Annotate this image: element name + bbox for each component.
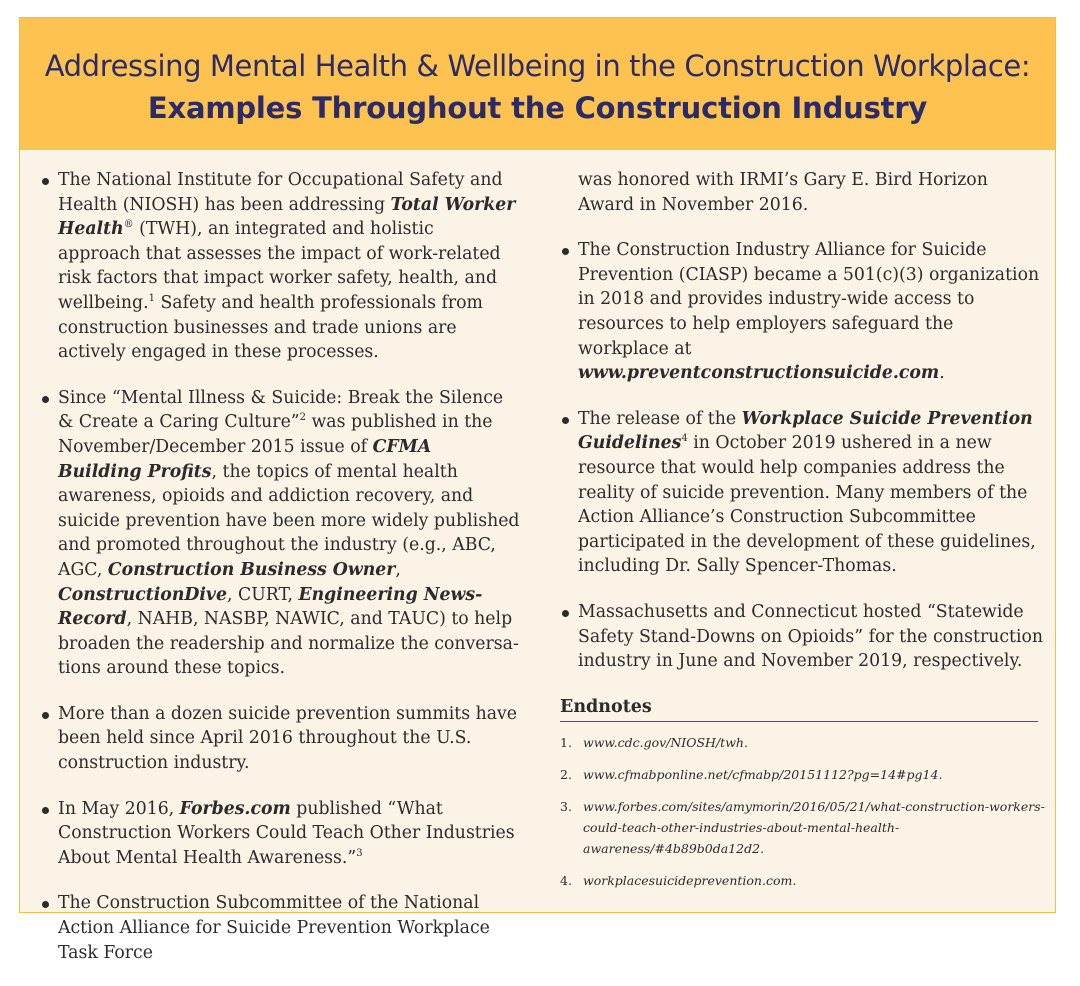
endnotes-heading: Endnotes	[560, 695, 1038, 723]
text: , NAHB, NASBP, NAWIC, and TAUC) to help broaden the readership and normalize the conversations around these topics.	[58, 609, 519, 679]
bullet-icon	[562, 610, 569, 617]
bullet-icon	[562, 417, 569, 424]
text: in October 2019 ushered in a new resource that would help companies address the reality of suicide prevention. Many members of the Action Alliance’s Construction Subcommittee participated in the development of these guidelines, including Dr. Sally Spencer-Thomas.	[578, 433, 1036, 577]
text: was honored with IRMI’s Gary E. Bird Horizon Award in November 2016.	[578, 170, 988, 215]
bullet-item-summits	[40, 702, 520, 776]
text: was published in the November/December 2015 issue of	[58, 412, 493, 457]
card-header	[20, 18, 1055, 150]
endnote-number: 1.	[560, 735, 572, 751]
endnote-text: www.cdc.gov/NIOSH/twh.	[583, 735, 748, 751]
footnote-ref: 4	[681, 433, 688, 445]
bullet-item-stand-downs	[560, 600, 1045, 674]
footnote-ref: 3	[356, 848, 363, 860]
bullet-item-mental-illness	[40, 386, 520, 681]
emphasis: ConstructionDive	[58, 584, 227, 605]
bullet-icon	[42, 396, 49, 403]
title-line-2: Examples Throughout the Construction Industry	[147, 91, 928, 125]
right-column	[560, 168, 1045, 902]
website-reference: www.preventconstructionsuicide.com	[578, 363, 940, 384]
text: The Construction Subcommittee of the National Action Alliance for Suicide Prevention Workplace Task Force	[58, 893, 490, 963]
footnote-ref: 2	[299, 412, 307, 424]
bullet-icon	[42, 807, 49, 814]
text: , the topics of mental health awareness, opioids and addiction recovery, and suicide prevention have been more widely published and promoted throughout the industry (e.g., ABC, AGC,	[58, 461, 520, 580]
emphasis: Engineering News-Record	[58, 584, 483, 630]
emphasis: Construction Business Owner	[107, 559, 396, 580]
bullet-icon	[42, 178, 49, 185]
text: Since “Mental Illness & Suicide: Break the Silence & Create a Caring Culture”	[58, 387, 504, 433]
superscript: ®	[123, 219, 134, 231]
text: Safety and health professionals from construction businesses and trade unions are actively engaged in these processes.	[58, 292, 483, 363]
text: More than a dozen suicide prevention summits have been held since April 2016 throughout the U.S. construction industry.	[58, 703, 518, 774]
emphasis: CFMA Building Profits	[58, 436, 432, 482]
endnote-number: 2.	[560, 767, 572, 783]
text: , CURT,	[226, 584, 299, 605]
text: .	[939, 363, 945, 384]
bullet-item-guidelines	[560, 407, 1045, 579]
text: The release of the	[578, 408, 742, 429]
info-card	[19, 17, 1056, 963]
bullet-item-ciasp	[560, 238, 1045, 386]
left-column	[40, 168, 520, 986]
emphasis: Total Worker Health	[58, 194, 516, 240]
endnote-item	[560, 764, 1045, 785]
text: Massachusetts and Connecticut hosted “Statewide Safety Stand-Downs on Opioids” for the construction industry in June and November 2019, respectively.	[578, 601, 1044, 672]
bullet-item-niosh	[40, 168, 520, 365]
endnote-text: www.forbes.com/sites/amymorin/2016/05/21/what-construction-workers-could-teach-other-industries-about-mental-health-awareness/#4b89b0da12d2.	[583, 799, 1045, 857]
endnote-number: 4.	[560, 873, 572, 889]
endnote-text: workplacesuicideprevention.com.	[583, 873, 797, 889]
text: The Construction Industry Alliance for Suicide Prevention (CIASP) became a 501(c)(3) organization in 2018 and provides industry-wide access to resources to help employers safeguard the workplace at	[578, 240, 1040, 359]
text: ,	[395, 559, 401, 580]
bullet-icon	[42, 712, 49, 719]
bullet-item-forbes	[40, 797, 520, 871]
emphasis: Workplace Suicide Prevention Guidelines	[578, 408, 1033, 454]
text: (TWH), an integrated and holistic approach that assesses the impact of work-related risk factors that impact worker safety, health, and wellbeing.	[58, 219, 501, 313]
endnote-item	[560, 796, 1045, 859]
bullet-item-subcommittee-continued	[560, 168, 1045, 217]
footnote-ref: 1	[148, 293, 155, 305]
bullet-item-subcommittee	[40, 891, 520, 965]
endnote-text: www.cfmabponline.net/cfmabp/20151112?pg=14#pg14.	[583, 767, 943, 783]
text: The National Institute for Occupational Safety and Health (NIOSH) has been addressing	[58, 170, 503, 215]
bullet-icon	[42, 901, 49, 908]
endnotes-list	[560, 732, 1045, 891]
bullet-icon	[562, 248, 569, 255]
emphasis: Forbes.com	[179, 798, 291, 819]
text: In May 2016,	[58, 798, 180, 819]
endnote-item	[560, 870, 1045, 891]
endnote-number: 3.	[560, 799, 572, 815]
title-line-1: Addressing Mental Health & Wellbeing in the Construction Workplace:	[44, 49, 1031, 83]
text: published “What Construction Workers Could Teach Other Industries About Mental Health Awareness.”	[58, 798, 515, 868]
endnote-item	[560, 732, 1045, 753]
